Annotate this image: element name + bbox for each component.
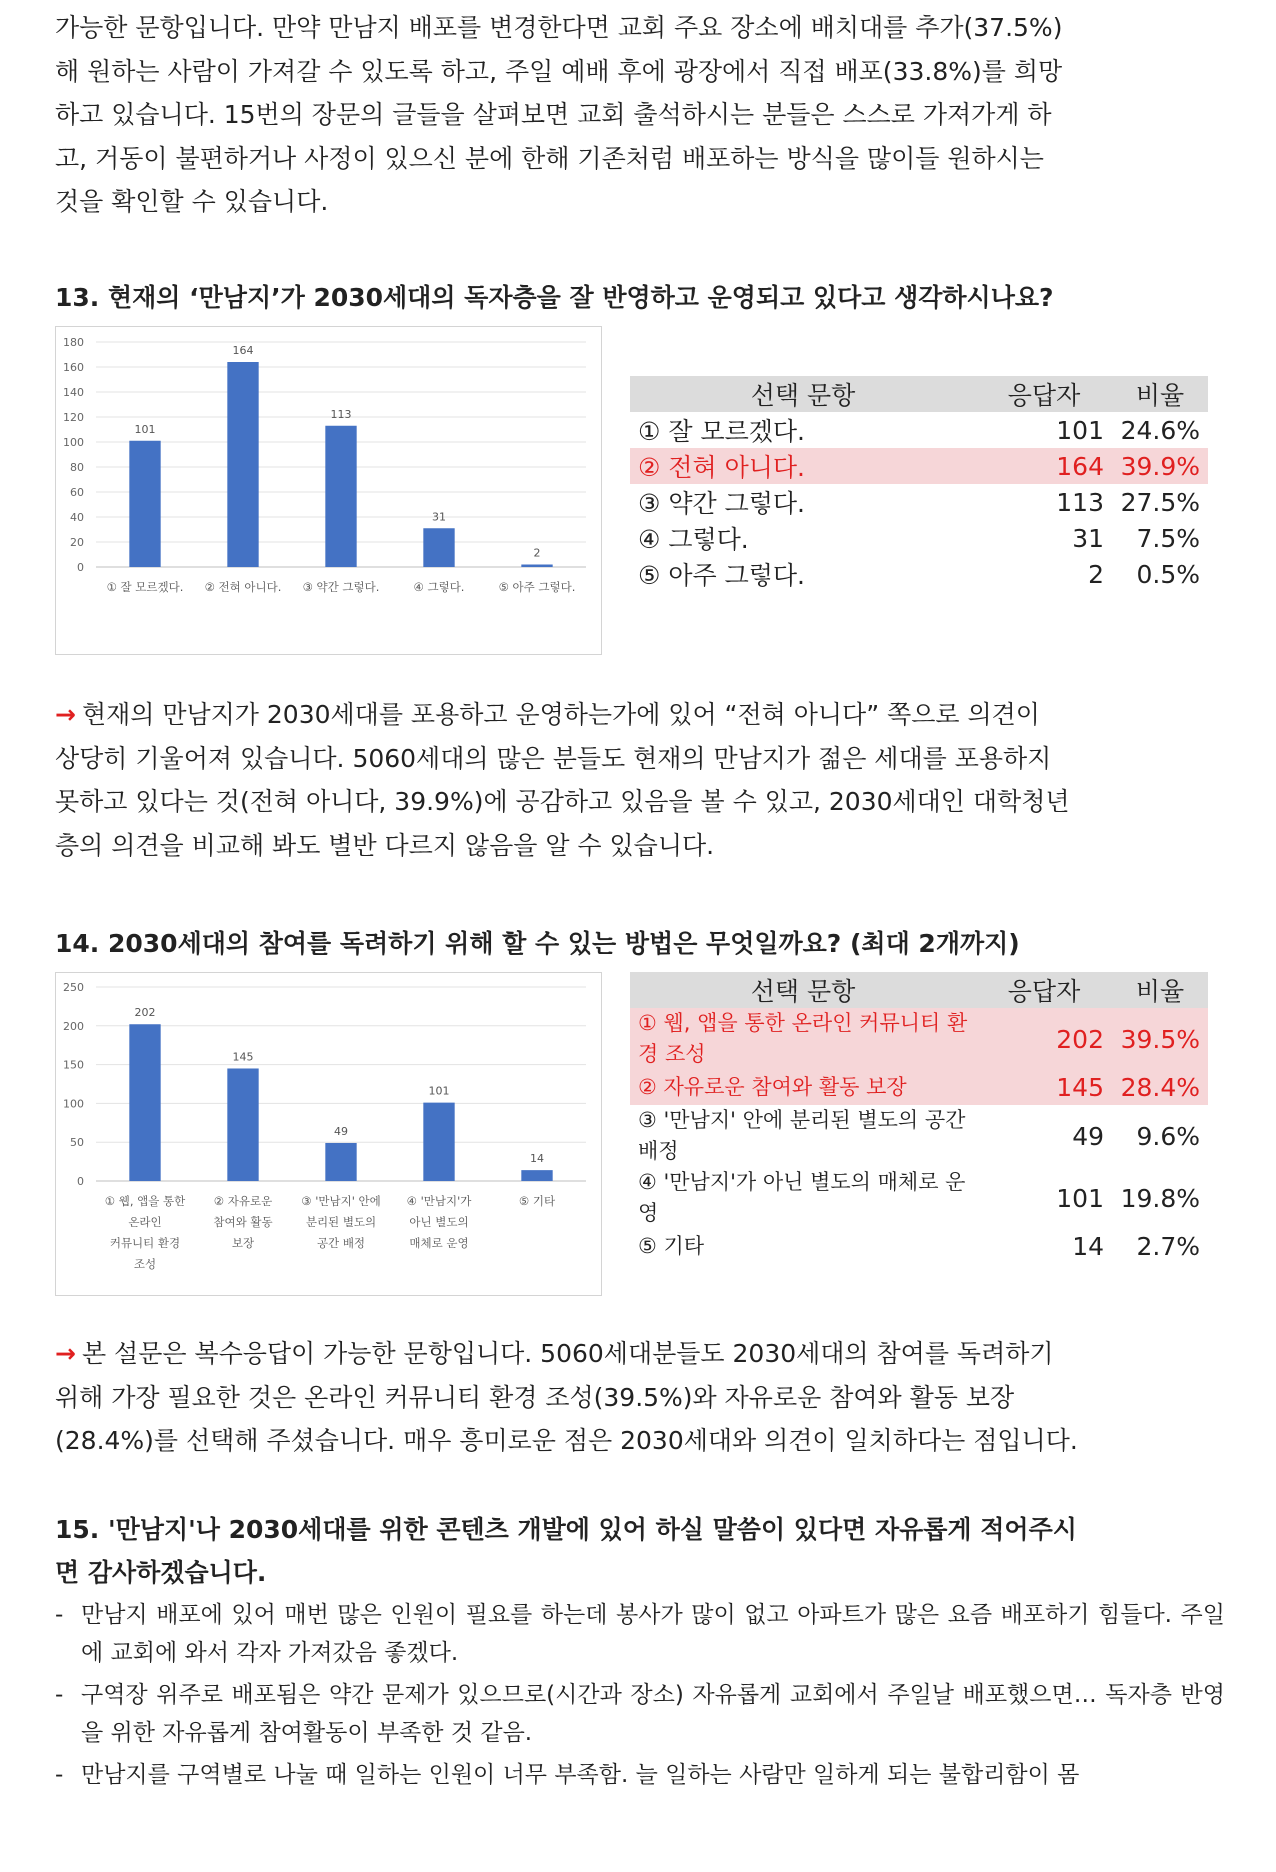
bar [227,1068,258,1181]
category-label: ① 웹, 앱을 통한 [104,1194,186,1208]
bar [227,362,258,567]
header-percent: 비율 [1112,972,1208,1008]
q15-comments-list [55,1596,1225,1798]
table-row-highlighted [630,1070,1208,1105]
arrow-icon: → [55,1339,76,1368]
option-label: ③ 약간 그렇다. [638,489,806,518]
y-tick-label: 150 [63,1058,84,1072]
y-tick-label: 80 [70,461,84,474]
option-label: ④ '만남지'가 아닌 별도의 매체로 운영 [638,1170,966,1225]
response-count: 202 [976,1008,1112,1070]
y-tick-label: 100 [63,1097,84,1111]
response-count: 2 [1088,559,1104,589]
bar [423,1103,454,1181]
data-label: 14 [530,1152,544,1166]
option-label: ③ '만남지' 안에 분리된 별도의 공간 배정 [638,1108,966,1163]
table-row-highlighted [630,448,1208,484]
category-label: ⑤ 기타 [518,1194,556,1208]
data-label: 2 [533,546,541,560]
option-label: ② 전혀 아니다. [630,448,976,484]
data-label: 202 [134,1006,156,1020]
data-label: 31 [432,510,446,524]
y-tick-label: 120 [63,411,84,424]
table-row [630,1105,1208,1167]
arrow-icon: → [55,700,76,729]
response-count: 145 [976,1070,1112,1105]
response-count: 113 [1056,487,1104,517]
q14-chart-svg [56,973,601,1295]
bar [521,1170,552,1181]
response-count: 164 [976,448,1112,484]
intro-paragraph [55,6,1225,224]
data-label: 101 [428,1084,450,1098]
response-percent: 0.5% [1136,559,1200,589]
category-label: ① 잘 모르겠다. [106,580,184,594]
comment-line: 못하고 있다는 것(전혀 아니다, 39.9%)에 공감하고 있음을 볼 수 있고, 2030세대인 대학청년 [55,787,1070,816]
response-percent: 2.7% [1136,1232,1200,1261]
table-header-row [630,376,1208,412]
table-row [630,556,1208,592]
category-label: 커뮤니티 환경 [109,1236,181,1250]
category-label: ④ '만남지'가 [406,1194,472,1208]
response-percent: 7.5% [1136,523,1200,553]
category-label: 참여와 활동 [213,1215,273,1229]
option-label: ① 웹, 앱을 통한 온라인 커뮤니티 환경 조성 [630,1008,976,1070]
response-percent: 39.9% [1112,448,1208,484]
category-label: 온라인 [128,1215,162,1229]
header-count: 응답자 [976,376,1112,412]
q14-results-table [630,972,1208,1264]
table-row [630,1167,1208,1229]
category-label: ③ '만남지' 안에 [301,1194,381,1208]
q13-bar-chart [55,326,602,655]
bar [129,441,160,567]
option-label: ① 잘 모르겠다. [638,417,806,446]
q13-comment [55,693,1225,867]
comment-text: 현재의 만남지가 2030세대를 포용하고 운영하는가에 있어 “전혀 아니다” 쪽으로 의견이 [81,700,1040,729]
response-percent: 24.6% [1120,415,1200,445]
response-count: 31 [1072,523,1104,553]
response-count: 49 [1072,1121,1104,1151]
list-item: - 만남지를 구역별로 나눌 때 일하는 인원이 너무 부족함. 늘 일하는 사람만 일하게 되는 불합리함이 몸 [55,1756,1225,1794]
data-label: 145 [232,1050,254,1064]
y-tick-label: 180 [63,336,84,349]
bar [325,1143,356,1181]
list-item: - 만남지 배포에 있어 매번 많은 인원이 필요를 하는데 봉사가 많이 없고 아파트가 많은 요즘 배포하기 힘들다. 주일에 교회에 와서 각자 가져갔음 좋겠다. [55,1596,1225,1672]
category-label: 보장 [231,1236,255,1250]
category-label: ⑤ 아주 그렇다. [498,580,576,594]
bar [423,528,454,567]
category-label: ③ 약간 그렇다. [302,580,380,594]
comment-line: (28.4%)를 선택해 주셨습니다. 매우 흥미로운 점은 2030세대와 의견이 일치하다는 점입니다. [55,1426,1078,1455]
response-percent: 28.4% [1112,1070,1208,1105]
q15-heading [55,1508,1225,1594]
category-label: 아닌 별도의 [409,1215,469,1229]
table-row [630,484,1208,520]
y-tick-label: 50 [70,1136,84,1150]
intro-line: 가능한 문항입니다. 만약 만남지 배포를 변경한다면 교회 주요 장소에 배치대를 추가(37.5%) [55,13,1063,42]
bar [129,1024,160,1181]
header-option: 선택 문항 [630,972,976,1008]
comment-line: 상당히 기울어져 있습니다. 5060세대의 많은 분들도 현재의 만남지가 젊은 세대를 포용하지 [55,743,1052,773]
comment-line: 층의 의견을 비교해 봐도 별반 다르지 않음을 알 수 있습니다. [55,830,715,860]
y-tick-label: 60 [70,486,84,499]
y-tick-label: 0 [77,1175,84,1188]
q13-results-table [630,376,1208,592]
comment-line: 위해 가장 필요한 것은 온라인 커뮤니티 환경 조성(39.5%)와 자유로운 참여와 활동 보장 [55,1382,1015,1412]
q13-heading: 13. 현재의 ‘만남지’가 2030세대의 독자층을 잘 반영하고 운영되고 있다고 생각하시나요? [55,283,1054,312]
intro-line: 것을 확인할 수 있습니다. [55,187,329,216]
header-percent: 비율 [1112,376,1208,412]
y-tick-label: 100 [63,436,84,449]
category-label: ② 자유로운 [213,1194,273,1208]
list-item: - 구역장 위주로 배포됨은 약간 문제가 있으므로(시간과 장소) 자유롭게 교회에서 주일날 배포했으면… 독자층 반영을 위한 자유롭게 참여활동이 부족한 것 같음. [55,1676,1225,1752]
response-percent: 19.8% [1120,1183,1200,1213]
table-row-highlighted [630,1008,1208,1070]
q13-chart-svg [56,327,601,654]
data-label: 101 [134,422,156,436]
data-label: 49 [334,1124,348,1138]
bar [521,565,552,568]
y-tick-label: 140 [63,386,84,399]
category-label: 공간 배정 [316,1236,366,1250]
option-label: ⑤ 아주 그렇다. [638,561,806,590]
option-label: ⑤ 기타 [638,1234,705,1258]
response-count: 101 [1056,1183,1104,1213]
table-row [630,520,1208,556]
q15-heading-line: 면 감사하겠습니다. [55,1558,267,1587]
table-header-row [630,972,1208,1008]
category-label: 매체로 운영 [409,1236,469,1250]
bar [325,426,356,567]
header-option: 선택 문항 [630,376,976,412]
comment-text: 본 설문은 복수응답이 가능한 문항입니다. 5060세대분들도 2030세대의 참여를 독려하기 [81,1339,1054,1368]
y-tick-label: 250 [63,981,84,994]
category-label: ④ 그렇다. [413,580,465,594]
q14-comment [55,1332,1225,1463]
data-label: 164 [232,344,254,357]
response-percent: 39.5% [1112,1008,1208,1070]
q15-heading-line: 15. '만남지'나 2030세대를 위한 콘텐츠 개발에 있어 하실 말씀이 있다면 자유롭게 적어주시 [55,1515,1077,1544]
response-count: 14 [1072,1232,1104,1261]
y-tick-label: 20 [70,536,84,549]
category-label: 조성 [133,1257,157,1271]
intro-line: 고, 거동이 불편하거나 사정이 있으신 분에 한해 기존처럼 배포하는 방식을 많이들 원하시는 [55,143,1044,173]
response-percent: 9.6% [1136,1121,1200,1151]
option-label: ② 자유로운 참여와 활동 보장 [630,1070,976,1105]
header-count: 응답자 [976,972,1112,1008]
comment-line [55,693,1225,737]
q14-heading: 14. 2030세대의 참여를 독려하기 위해 할 수 있는 방법은 무엇일까요? (최대 2개까지) [55,929,1020,958]
y-tick-label: 40 [70,511,84,524]
data-label: 113 [330,407,352,421]
y-tick-label: 200 [63,1019,84,1033]
table-row [630,412,1208,448]
table-row [630,1229,1208,1264]
response-count: 101 [1056,415,1104,445]
y-tick-label: 160 [63,361,84,374]
intro-line: 해 원하는 사람이 가져갈 수 있도록 하고, 주일 예배 후에 광장에서 직접 배포(33.8%)를 희망 [55,56,1063,86]
response-percent: 27.5% [1120,487,1200,517]
category-label: ② 전혀 아니다. [204,580,282,594]
option-label: ④ 그렇다. [638,525,749,554]
comment-line [55,1332,1225,1376]
y-tick-label: 0 [77,561,84,574]
q14-bar-chart [55,972,602,1296]
category-label: 분리된 별도의 [305,1215,377,1229]
intro-line: 하고 있습니다. 15번의 장문의 글들을 살펴보면 교회 출석하시는 분들은 스스로 가져가게 하 [55,100,1052,129]
